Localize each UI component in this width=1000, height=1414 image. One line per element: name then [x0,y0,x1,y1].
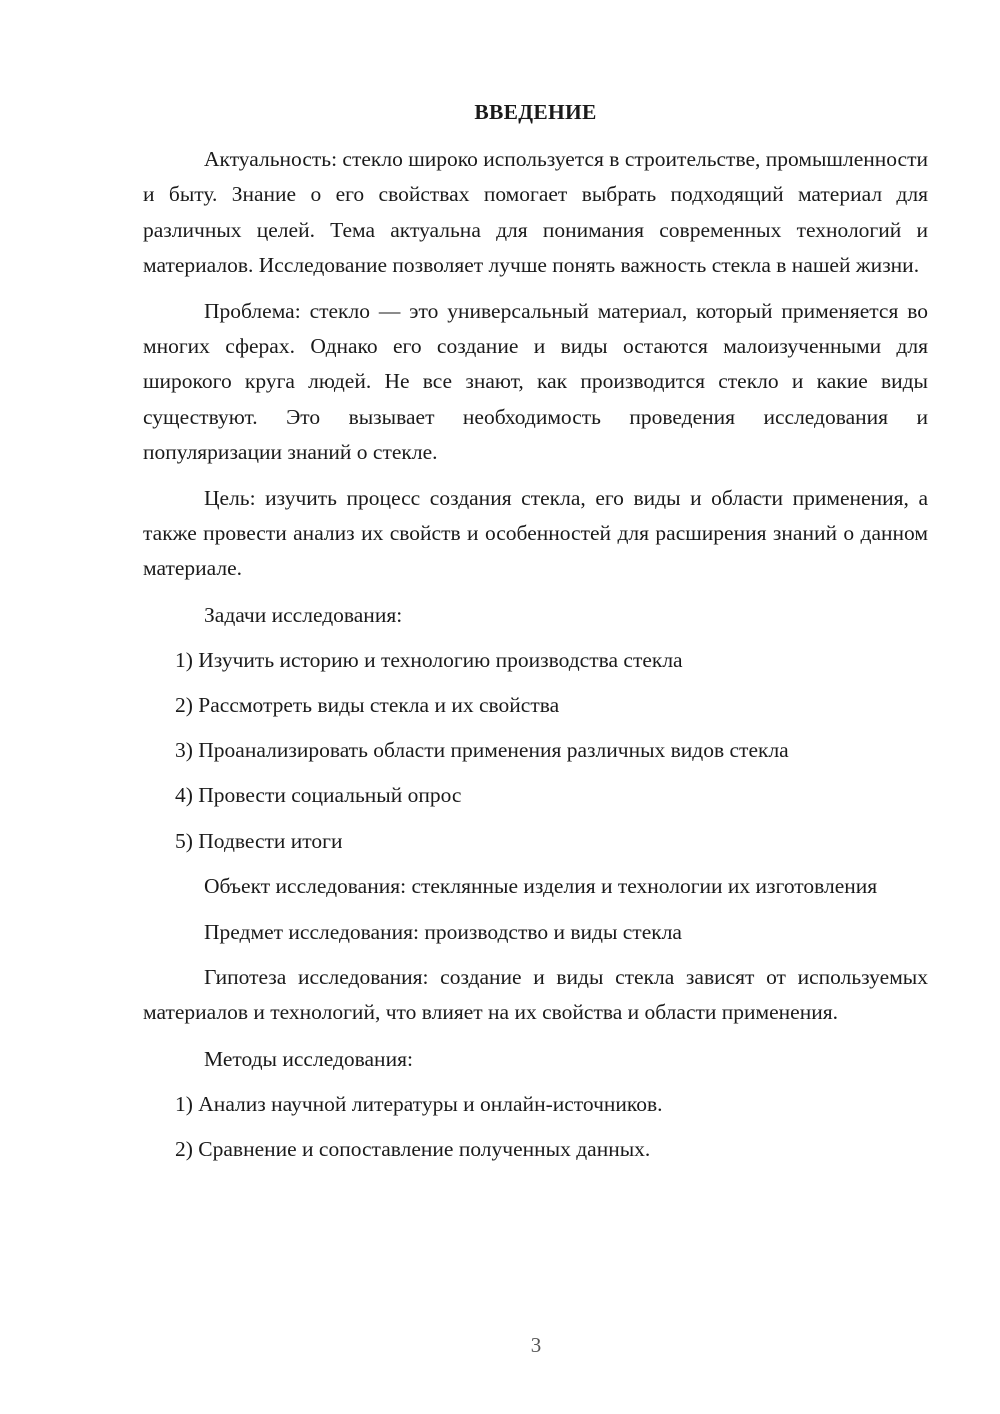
method-item: 2) Сравнение и сопоставление полученных данных. [175,1137,651,1162]
methods-heading: Методы исследования: [204,1046,413,1071]
task-item: 4) Провести социальный опрос [175,783,462,808]
section-title: ВВЕДЕНИЕ [474,100,597,124]
method-item: 1) Анализ научной литературы и онлайн-источников. [175,1091,663,1116]
object-paragraph: Объект исследования: стеклянные изделия и технологии их изготовления [204,873,878,898]
relevance-paragraph: Актуальность: стекло широко используется в строительстве, промышленности и быту. Знание о его свойствах помогает выбрать подходящий материал для различных целей. Тема актуальна для понимания современных технологий и материалов. Исследование позволяет лучше понять важность стекла в нашей жизни. [143,147,928,277]
task-item: 5) Подвести итоги [175,828,343,853]
page-number: 3 [530,1333,542,1357]
goal-paragraph: Цель: изучить процесс создания стекла, его виды и области применения, а также провести анализ их свойств и особенностей для расширения знаний о данном материале. [143,486,928,581]
hypothesis-paragraph: Гипотеза исследования: создание и виды стекла зависят от используемых материалов и технологий, что влияет на их свойства и области применения. [143,965,928,1025]
problem-paragraph: Проблема: стекло — это универсальный материал, который применяется во многих сферах. Однако его создание и виды остаются малоизученными для широкого круга людей. Не все знают, как производится стекло и какие виды существуют. Это вызывает необходимость проведения исследования и популяризации знаний о стекле. [143,299,928,464]
document-page [143,95,928,1177]
task-item: 3) Проанализировать области применения различных видов стекла [175,738,789,763]
task-item: 1) Изучить историю и технологию производства стекла [175,647,683,672]
tasks-heading: Задачи исследования: [204,602,403,627]
task-item: 2) Рассмотреть виды стекла и их свойства [175,693,560,718]
subject-line: Предмет исследования: производство и виды стекла [204,920,682,945]
